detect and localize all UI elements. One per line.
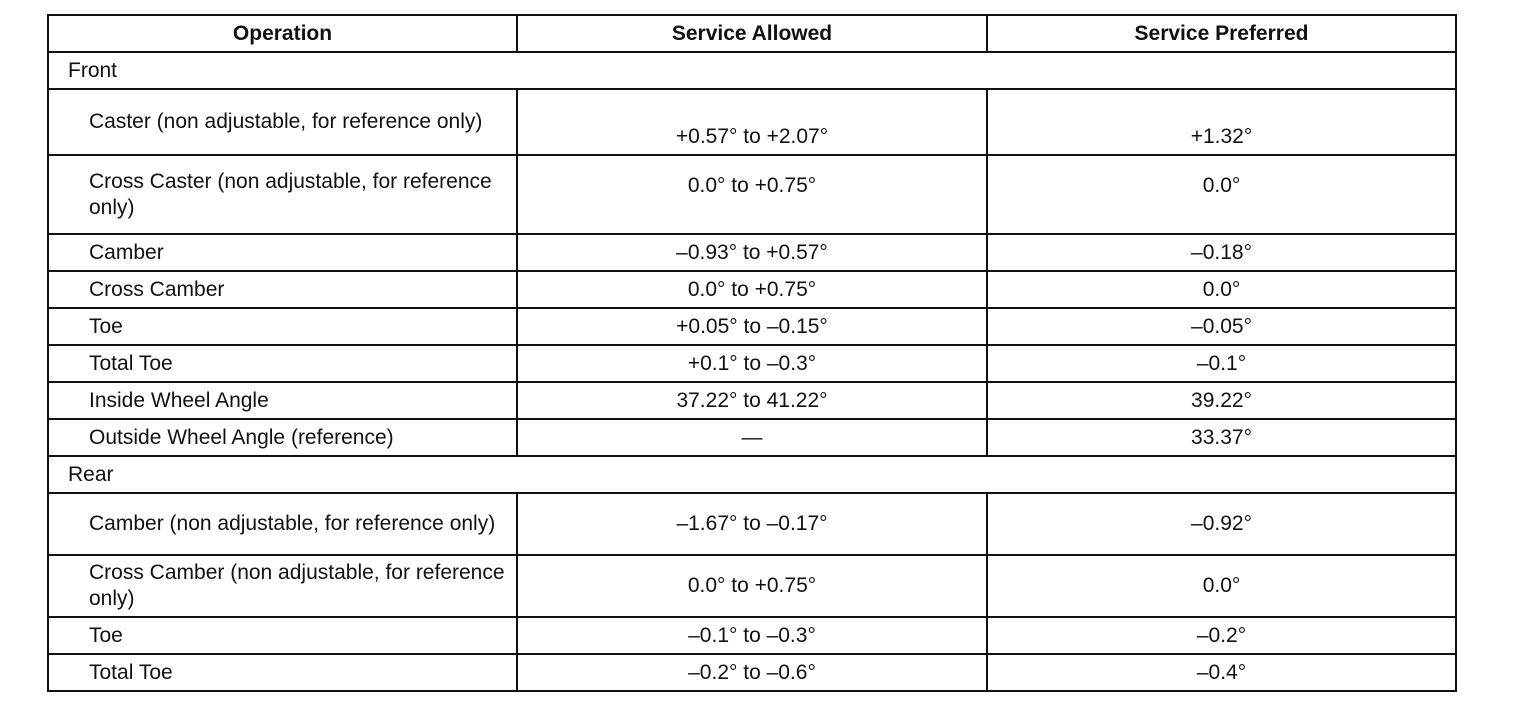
service-preferred-cell: –0.1° [987,345,1456,382]
operation-cell: Outside Wheel Angle (reference) [48,419,517,456]
service-preferred-cell: –0.2° [987,617,1456,654]
service-preferred-cell: –0.18° [987,234,1456,271]
service-preferred-cell: –0.92° [987,493,1456,555]
operation-cell: Camber [48,234,517,271]
header-service-preferred: Service Preferred [987,15,1456,52]
service-allowed-cell: –0.1° to –0.3° [517,617,987,654]
service-allowed-cell: 0.0° to +0.75° [517,271,987,308]
service-preferred-cell: +1.32° [987,89,1456,155]
operation-cell: Total Toe [48,654,517,691]
table-row [48,555,1456,617]
service-allowed-cell: +0.1° to –0.3° [517,345,987,382]
operation-cell: Toe [48,308,517,345]
table-row [48,308,1456,345]
service-allowed-cell: –0.93° to +0.57° [517,234,987,271]
service-allowed-cell: 37.22° to 41.22° [517,382,987,419]
table-row [48,382,1456,419]
service-preferred-cell: 33.37° [987,419,1456,456]
service-allowed-cell: 0.0° to +0.75° [517,155,987,234]
service-preferred-cell: 39.22° [987,382,1456,419]
service-allowed-cell: +0.05° to –0.15° [517,308,987,345]
header-service-allowed: Service Allowed [517,15,987,52]
operation-cell: Caster (non adjustable, for reference only) [48,89,517,155]
service-allowed-cell: 0.0° to +0.75° [517,555,987,617]
table-row [48,271,1456,308]
operation-cell: Cross Camber (non adjustable, for reference only) [48,555,517,617]
service-allowed-cell: –1.67° to –0.17° [517,493,987,555]
service-preferred-cell: –0.05° [987,308,1456,345]
section-row-front [48,52,1456,89]
service-preferred-cell: 0.0° [987,155,1456,234]
section-row-rear [48,456,1456,493]
table-row [48,234,1456,271]
header-row [48,15,1456,52]
alignment-spec-table [47,14,1457,692]
section-label: Front [48,52,1456,89]
service-allowed-cell: +0.57° to +2.07° [517,89,987,155]
service-allowed-cell: — [517,419,987,456]
service-preferred-cell: 0.0° [987,271,1456,308]
operation-cell: Toe [48,617,517,654]
service-allowed-cell: –0.2° to –0.6° [517,654,987,691]
table-row [48,493,1456,555]
operation-cell: Cross Camber [48,271,517,308]
operation-cell: Inside Wheel Angle [48,382,517,419]
section-label: Rear [48,456,1456,493]
operation-cell: Camber (non adjustable, for reference only) [48,493,517,555]
table-row [48,345,1456,382]
table-row [48,155,1456,234]
table-row [48,654,1456,691]
header-operation: Operation [48,15,517,52]
operation-cell: Total Toe [48,345,517,382]
service-preferred-cell: 0.0° [987,555,1456,617]
operation-cell: Cross Caster (non adjustable, for reference only) [48,155,517,234]
service-preferred-cell: –0.4° [987,654,1456,691]
table-row [48,617,1456,654]
table-row [48,89,1456,155]
table-row [48,419,1456,456]
